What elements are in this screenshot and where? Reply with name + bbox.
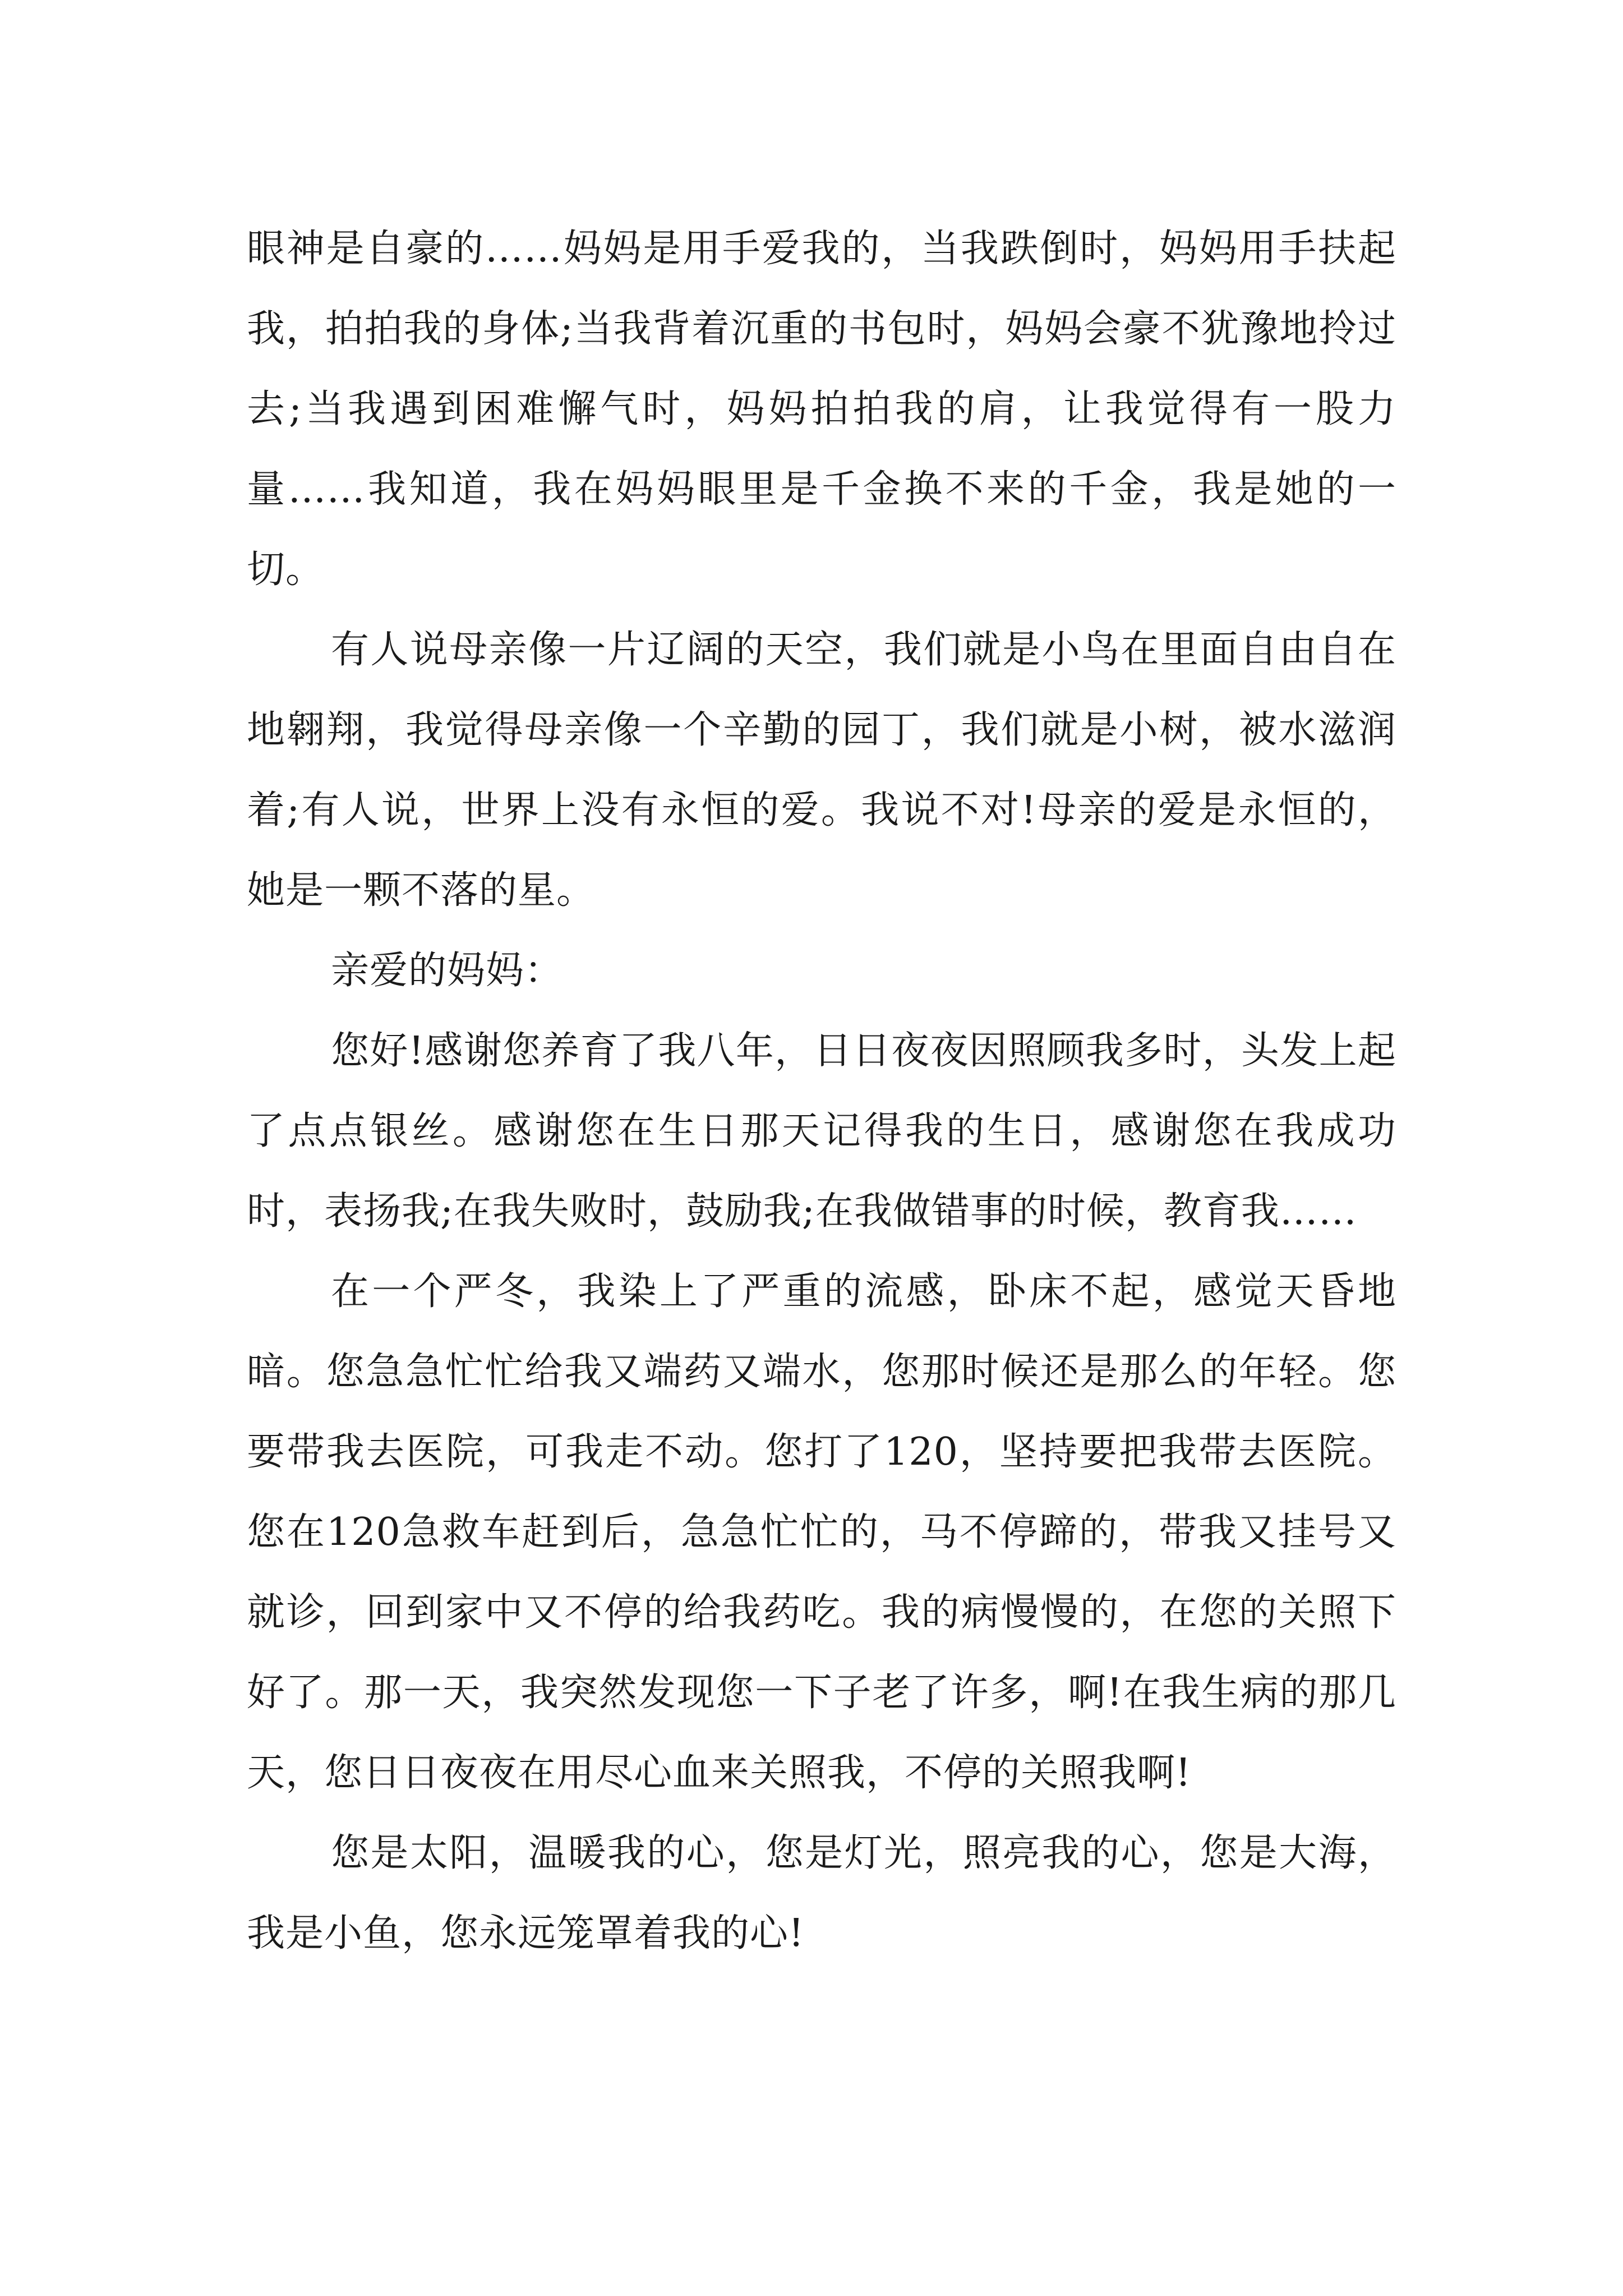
paragraph: 有人说母亲像一片辽阔的天空，我们就是小鸟在里面自由自在地翱翔，我觉得母亲像一个辛勤的园丁，我们就是小树，被水滋润着;有人说，世界上没有永恒的爱。我说不对!母亲的爱是永恒的，她是一颗不落的星。 xyxy=(247,628,1396,913)
letter-salutation: 亲爱的妈妈： xyxy=(331,949,564,993)
document-body xyxy=(247,209,1396,1973)
paragraph: 眼神是自豪的……妈妈是用手爱我的，当我跌倒时，妈妈用手扶起我，拍拍我的身体;当我背着沉重的书包时，妈妈会豪不犹豫地拎过去;当我遇到困难懈气时，妈妈拍拍我的肩，让我觉得有一股力量……我知道，我在妈妈眼里是千金换不来的千金，我是她的一切。 xyxy=(247,227,1396,592)
paragraph: 您好!感谢您养育了我八年，日日夜夜因照顾我多时，头发上起了点点银丝。感谢您在生日那天记得我的生日，感谢您在我成功时，表扬我;在我失败时，鼓励我;在我做错事的时候，教育我…… xyxy=(247,1029,1396,1234)
paragraph: 在一个严冬，我染上了严重的流感，卧床不起，感觉天昏地暗。您急急忙忙给我又端药又端水，您那时候还是那么的年轻。您要带我去医院，可我走不动。您打了120，坚持要把我带去医院。您在120急救车赶到后，急急忙忙的，马不停蹄的，带我又挂号又就诊，回到家中又不停的给我药吃。我的病慢慢的，在您的关照下好了。那一天，我突然发现您一下子老了许多，啊!在我生病的那几天，您日日夜夜在用尽心血来关照我，不停的关照我啊! xyxy=(247,1269,1396,1795)
paragraph: 您是太阳，温暖我的心，您是灯光，照亮我的心，您是大海，我是小鱼，您永远笼罩着我的心! xyxy=(247,1831,1396,1955)
